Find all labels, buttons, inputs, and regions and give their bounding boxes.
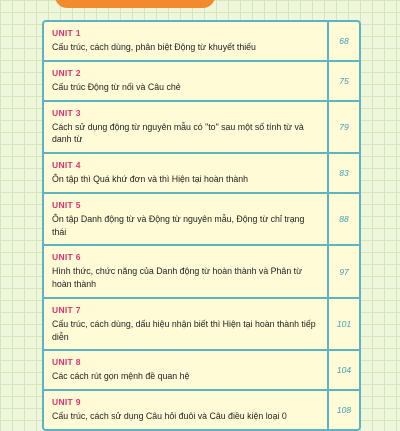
unit-label: UNIT 6 (52, 252, 81, 263)
unit-title: Cấu trúc Động từ nối và Câu chẻ (52, 81, 181, 92)
page-number: 88 (339, 214, 349, 224)
toc-row-left (44, 391, 329, 429)
unit-label: UNIT 7 (52, 304, 81, 315)
toc-row-unit-3[interactable] (44, 102, 359, 155)
toc-row-unit-5[interactable] (44, 194, 359, 247)
toc-row-left (44, 246, 329, 297)
toc-row-left (44, 154, 329, 192)
unit-label: UNIT 4 (52, 160, 81, 170)
toc-row-left (44, 62, 329, 100)
unit-label: UNIT 8 (52, 357, 81, 368)
page-number: 83 (339, 167, 349, 178)
toc-row-left (44, 102, 329, 153)
unit-label: UNIT 2 (52, 67, 81, 78)
page-number: 104 (336, 365, 352, 376)
unit-title: Các cách rút gọn mệnh đề quan hệ (52, 371, 190, 382)
toc-row-unit-2[interactable] (44, 62, 359, 102)
toc-row-left (44, 22, 329, 60)
toc-row-unit-4[interactable] (44, 154, 359, 194)
page-number: 79 (339, 121, 349, 132)
unit-title: Cấu trúc, cách sử dụng Câu hỏi đuôi và Câu điều kiện loại 0 (52, 411, 287, 421)
unit-label: UNIT 1 (52, 28, 81, 38)
page-number: 101 (336, 319, 352, 329)
page-number: 75 (339, 75, 349, 86)
unit-title: Ôn tập Danh động từ và Động từ nguyên mẫu, Động từ chỉ trạng thái (52, 213, 305, 237)
unit-title: Hình thức, chức năng của Danh động từ hoàn thành và Phân từ hoàn thành (52, 266, 302, 289)
toc-row-unit-6[interactable] (44, 246, 359, 299)
unit-label: UNIT 9 (52, 397, 81, 407)
toc-row-unit-1[interactable] (44, 22, 359, 62)
toc-row-left (44, 299, 329, 350)
unit-title: Cách sử dụng động từ nguyên mẫu có "to" sau một số tính từ và danh từ (52, 121, 304, 145)
toc-row-left (44, 194, 329, 245)
unit-title: Ôn tập thì Quá khứ đơn và thì Hiện tại hoàn thành (52, 174, 249, 184)
header-tab (55, 0, 215, 8)
toc-row-unit-7[interactable] (44, 299, 359, 352)
unit-label: UNIT 3 (52, 107, 81, 118)
toc-row-unit-9[interactable] (44, 391, 359, 429)
page-number: 108 (336, 404, 352, 415)
unit-label: UNIT 5 (52, 199, 81, 210)
unit-title: Cấu trúc, cách dùng, dấu hiệu nhận biết thì Hiện tại hoàn thành tiếp diễn (52, 318, 316, 342)
table-of-contents (42, 20, 361, 431)
page-number: 97 (339, 266, 349, 277)
toc-row-unit-8[interactable] (44, 351, 359, 391)
unit-title: Cấu trúc, cách dùng, phân biệt Động từ khuyết thiếu (52, 42, 256, 52)
toc-row-left (44, 351, 329, 389)
page-number: 68 (339, 35, 349, 46)
